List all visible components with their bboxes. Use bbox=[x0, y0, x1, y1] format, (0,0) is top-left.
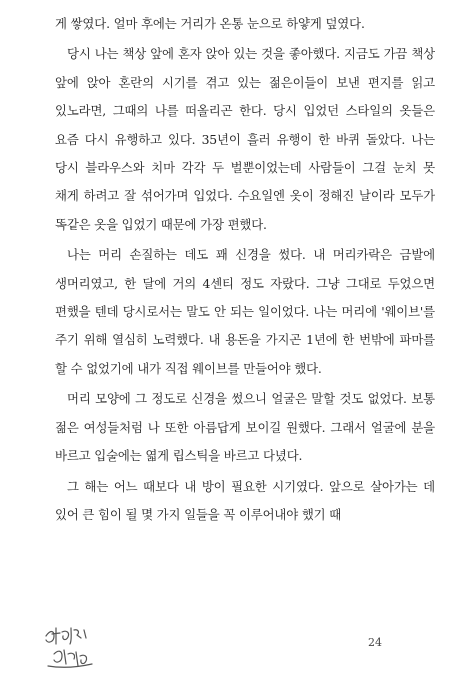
page-number: 24 bbox=[368, 636, 382, 649]
handwritten-logo-icon bbox=[40, 618, 100, 674]
paragraph-2: 당시 나는 책상 앞에 혼자 앉아 있는 것을 좋아했다. 지금도 가끔 책상 앞에 앉아 혼란의 시기를 겪고 있는 젊은이들이 보낸 편지를 읽고 있노라면, 그때의 나를 떠올리곤 한다. 당시 입었던 스타일의 옷들은 요즘 다시 유행하고 있다. 35년이 흘러 유행이 한 바퀴 돌았다. 나는 당시 블라우스와 치마 각각 두 벌뿐이었는데 사람들이 그걸 눈치 못 채게 하려고 잘 섞어가며 입었다. 수요일엔 옷이 정해진 날이라 모두가 똑같은 옷을 입었기 때문에 가장 편했다. bbox=[55, 46, 435, 232]
paragraph-4: 머리 모양에 그 정도로 신경을 썼으니 얼굴은 말할 것도 없었다. 보통 젊은 여성들처럼 나 또한 아름답게 보이길 원했다. 그래서 얼굴에 분을 바르고 입술에는 엷게 립스틱을 바르고 다녔다. bbox=[55, 391, 435, 464]
paragraph-5: 그 해는 어느 때보다 내 방이 필요한 시기였다. 앞으로 살아가는 데 있어 큰 힘이 될 몇 가지 일들을 꼭 이루어내야 했기 때 bbox=[55, 478, 435, 522]
book-page-body bbox=[55, 10, 435, 531]
paragraph-1: 게 쌓였다. 얼마 후에는 거리가 온통 눈으로 하얗게 덮였다. bbox=[55, 16, 365, 31]
paragraph-3: 나는 머리 손질하는 데도 꽤 신경을 썼다. 내 머리카락은 금발에 생머리였고, 한 달에 거의 4센티 정도 자랐다. 그냥 그대로 두었으면 편했을 텐데 당시로서는 말도 안 되는 일이었다. 나는 머리에 '웨이브'를 주기 위해 열심히 노력했다. 내 용돈을 가지곤 1년에 한 번밖에 파마를 할 수 없었기에 내가 직접 웨이브를 만들어야 했다. bbox=[55, 247, 435, 376]
